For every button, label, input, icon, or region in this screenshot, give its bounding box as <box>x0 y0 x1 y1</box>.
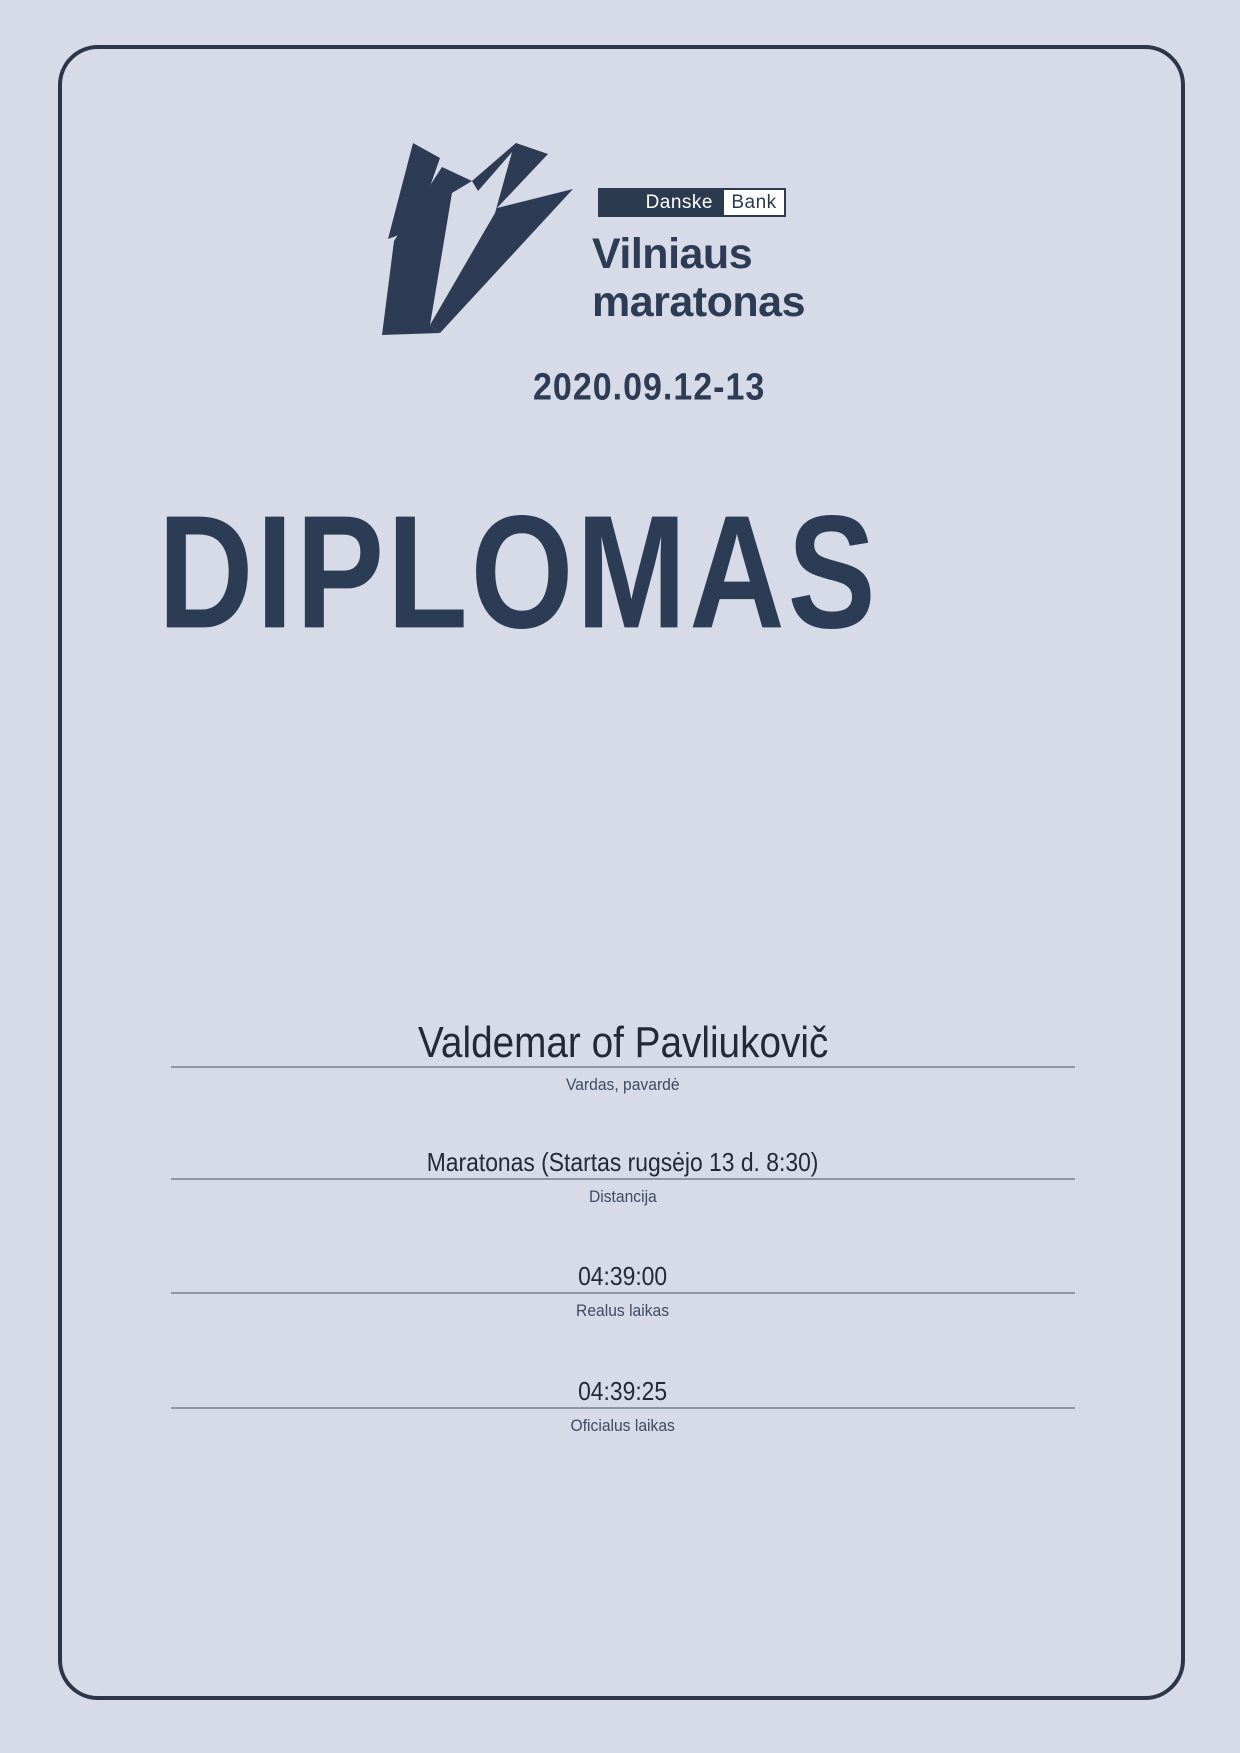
danske-label: Danske <box>598 188 722 217</box>
distance-label: Distancija <box>589 1187 657 1206</box>
distance-value: Maratonas (Startas rugsėjo 13 d. 8:30) <box>171 1146 1075 1180</box>
field-row-distance <box>171 1146 1075 1207</box>
participant-name-label: Vardas, pavardė <box>566 1075 680 1094</box>
real-time-value: 04:39:00 <box>171 1260 1075 1294</box>
danske-bank-logo <box>598 188 786 217</box>
bank-label: Bank <box>722 188 786 217</box>
event-dates: 2020.09.12-13 <box>533 366 766 409</box>
official-time-value: 04:39:25 <box>171 1375 1075 1409</box>
field-row-official-time <box>171 1375 1075 1436</box>
diploma-title: DIPLOMAS <box>158 482 879 662</box>
event-name-line2: maratonas <box>592 278 805 326</box>
field-row-real-time <box>171 1260 1075 1321</box>
event-name <box>592 230 805 326</box>
real-time-label: Realus laikas <box>576 1301 670 1320</box>
event-name-line1: Vilniaus <box>592 230 753 278</box>
field-row-name <box>171 1020 1075 1095</box>
official-time-label: Oficialus laikas <box>570 1416 676 1435</box>
vilniaus-maratonas-logo <box>382 143 573 336</box>
participant-name-value: Valdemar of Pavliukovič <box>171 1020 1075 1068</box>
